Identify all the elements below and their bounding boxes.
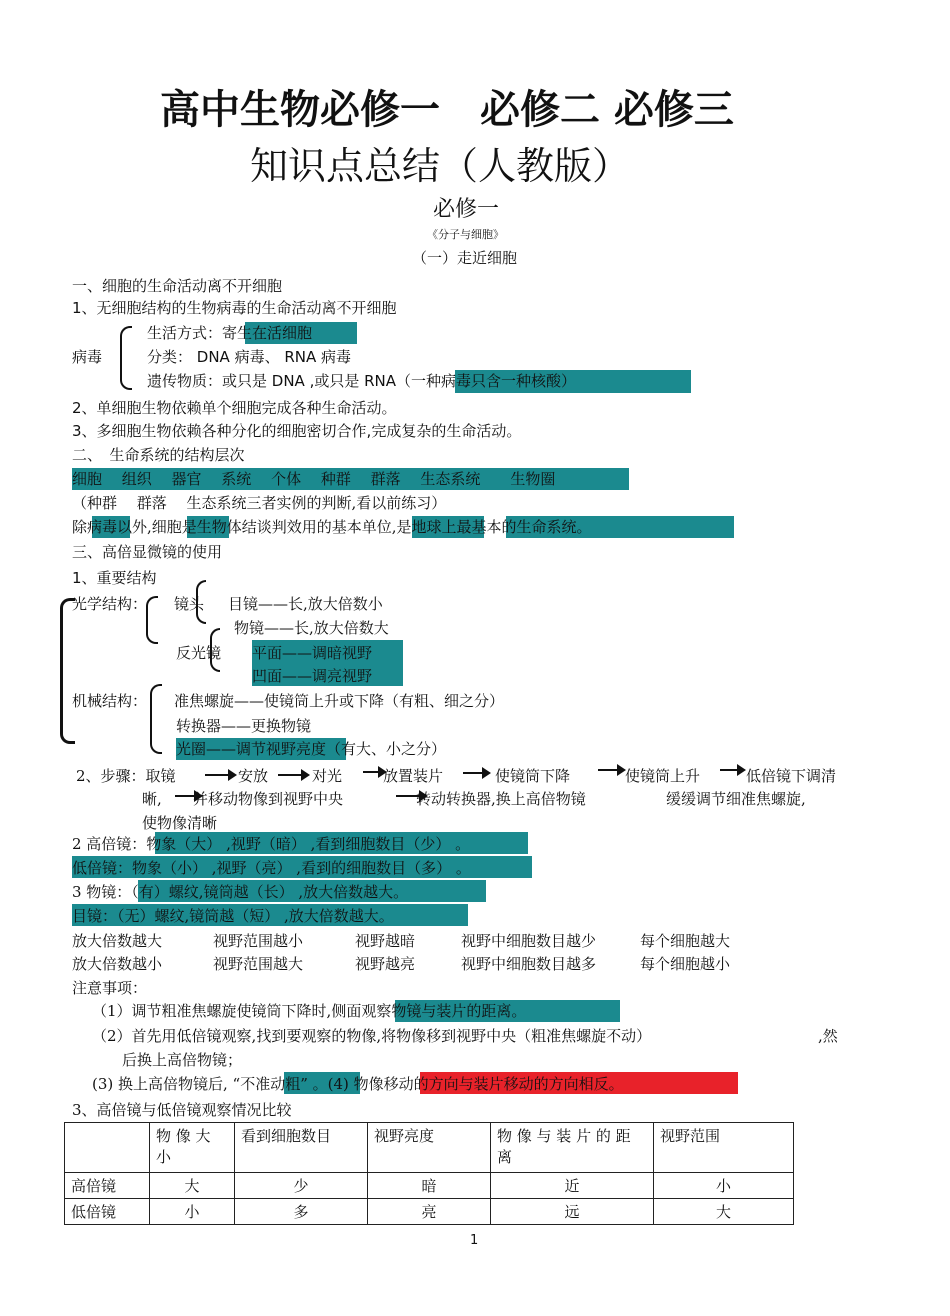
section-2-heading: 二、 生命系统的结构层次 [72, 446, 245, 464]
step-clear-image: 使物像清晰 [142, 814, 218, 832]
section-1-item-2: 2、单细胞生物依赖单个细胞完成各种生命活动。 [72, 399, 397, 417]
step-clear-end: 晰, [142, 790, 162, 808]
mirror-label: 反光镜 [176, 644, 222, 662]
section-3-heading: 三、高倍显微镜的使用 [72, 543, 223, 561]
optical-structure-label: 光学结构： [72, 595, 148, 613]
cmp-row2-col1: 放大倍数越小 [72, 955, 163, 973]
step-fine-focus: 缓缓调节细准焦螺旋, [666, 790, 806, 808]
lens-label: 镜头 [174, 595, 205, 613]
mechanical-structure-label: 机械结构： [72, 692, 148, 710]
note-1: （1）调节粗准焦螺旋使镜筒下降时,侧面观察物镜与装片的距离。 [92, 1002, 527, 1020]
table-cell: 大 [654, 1199, 794, 1225]
table-header-cell: 视野范围 [654, 1123, 794, 1173]
virus-classification: 分类： DNA 病毒、 RNA 病毒 [147, 348, 352, 366]
virus-label: 病毒 [72, 348, 103, 366]
title-line-2: 知识点总结（人教版） [250, 144, 631, 188]
title-line-1: 高中生物必修一 必修二 必修三 [160, 87, 734, 133]
comparison-table [64, 1122, 794, 1225]
table-header-cell: 物 像 与 装 片 的 距 离 [491, 1123, 654, 1173]
objective-lens-line: 3 物镜：（有）螺纹,镜筒越（长） ,放大倍数越大。 [72, 883, 409, 901]
table-cell: 暗 [368, 1173, 491, 1199]
step-arrow-2 [278, 774, 308, 776]
cmp-row1-col4: 视野中细胞数目越少 [461, 932, 597, 950]
concave-mirror-text: 凹面——调亮视野 [252, 667, 373, 685]
objective-text: 物镜——长,放大倍数大 [234, 619, 389, 637]
cmp-row1-col1: 放大倍数越大 [72, 932, 163, 950]
table-cell: 少 [235, 1173, 368, 1199]
step-light: 对光 [312, 767, 343, 785]
life-system-note: （种群 群落 生态系统三者实例的判断,看以前练习） [72, 494, 447, 512]
eyepiece-text: 目镜——长,放大倍数小 [228, 595, 383, 613]
table-cell: 远 [491, 1199, 654, 1225]
notes-label: 注意事项： [72, 979, 148, 997]
table-cell: 小 [150, 1199, 235, 1225]
table-row [65, 1173, 794, 1199]
section-1-heading: 一、细胞的生命活动离不开细胞 [72, 277, 283, 295]
step-slide: 放置装片 [383, 767, 444, 785]
section-1-item-3: 3、多细胞生物依赖各种分化的细胞密切合作,完成复杂的生命活动。 [72, 422, 522, 440]
note-2-line-1-end: ,然 [818, 1027, 838, 1045]
table-header-cell: 看到细胞数目 [235, 1123, 368, 1173]
step-arrow-5 [598, 769, 624, 771]
step-low-power: 低倍镜下调清 [746, 767, 837, 785]
note-3-4: (3) 换上高倍物镜后, “不准动粗” 。(4) 物像移动的方向与装片移动的方向相反。 [92, 1075, 624, 1093]
cmp-row2-col4: 视野中细胞数目越多 [461, 955, 597, 973]
low-power-line: 低倍镜：物象（小） ,视野（亮） ,看到的细胞数目（多） 。 [72, 859, 471, 877]
table-cell: 大 [150, 1173, 235, 1199]
table-cell: 小 [654, 1173, 794, 1199]
table-cell: 低倍镜 [65, 1199, 150, 1225]
virus-lifestyle: 生活方式：寄生在活细胞 [147, 324, 313, 342]
step-arrow-3 [363, 771, 385, 773]
table-cell: 高倍镜 [65, 1173, 150, 1199]
cmp-row2-col3: 视野越亮 [355, 955, 416, 973]
cmp-row1-col3: 视野越暗 [355, 932, 416, 950]
step-arrow-6 [720, 769, 744, 771]
step-switch-objective: 转动转换器,换上高倍物镜 [416, 790, 586, 808]
table-header-cell [65, 1123, 150, 1173]
step-tube-down: 使镜筒下降 [495, 767, 571, 785]
table-header-cell: 视野亮度 [368, 1123, 491, 1173]
chapter-heading: （一）走近细胞 [412, 249, 518, 267]
table-row [65, 1199, 794, 1225]
mechanical-brace [150, 684, 162, 754]
step-place: 安放 [238, 767, 269, 785]
section-1-item-1: 1、无细胞结构的生物病毒的生命活动离不开细胞 [72, 299, 397, 317]
table-header-row [65, 1123, 794, 1173]
cmp-row2-col2: 视野范围越大 [213, 955, 304, 973]
cmp-row1-col5: 每个细胞越大 [640, 932, 731, 950]
cmp-row2-col5: 每个细胞越小 [640, 955, 731, 973]
book-title: 必修一 [433, 197, 500, 222]
virus-genetic-material: 遗传物质：或只是 DNA ,或只是 RNA（一种病毒只含一种核酸） [147, 372, 577, 390]
life-system-basic-unit: 除病毒以外,细胞是生物体结谈判效用的基本单位,是地球上最基本的生命系统。 [72, 518, 592, 536]
table-cell: 多 [235, 1199, 368, 1225]
optical-brace [146, 596, 158, 644]
step-move-center: 并移动物像到视野中央 [193, 790, 344, 808]
step-arrow-4 [463, 772, 489, 774]
high-power-line: 2 高倍镜：物象（大） ,视野（暗） ,看到细胞数目（少） 。 [72, 835, 471, 853]
table-header-cell: 物 像 大 小 [150, 1123, 235, 1173]
life-system-levels: 细胞 组织 器官 系统 个体 种群 群落 生态系统 生物圈 [72, 470, 556, 488]
section-3-item-3: 3、高倍镜与低倍镜观察情况比较 [72, 1101, 292, 1119]
note-2-line-1: （2）首先用低倍镜观察,找到要观察的物像,将物像移到视野中央（粗准焦螺旋不动） [92, 1027, 652, 1045]
steps-label: 2、步骤：取镜 [76, 767, 176, 785]
flat-mirror-text: 平面——调暗视野 [252, 644, 373, 662]
section-3-item-1: 1、重要结构 [72, 569, 157, 587]
eyepiece-lens-line: 目镜：（无）螺纹,镜筒越（短） ,放大倍数越大。 [72, 907, 394, 925]
aperture-text: 光圈——调节视野亮度（有大、小之分） [176, 740, 447, 758]
table-cell: 亮 [368, 1199, 491, 1225]
step-tube-up: 使镜筒上升 [625, 767, 701, 785]
table-cell: 近 [491, 1173, 654, 1199]
page-number: 1 [470, 1233, 479, 1248]
virus-brace [120, 326, 132, 390]
book-subtitle: 《分子与细胞》 [427, 228, 504, 241]
step-arrow-1 [205, 774, 235, 776]
focus-knob-text: 准焦螺旋——使镜筒上升或下降（有粗、细之分） [174, 692, 505, 710]
converter-text: 转换器——更换物镜 [176, 717, 312, 735]
note-2-line-2: 后换上高倍物镜； [122, 1051, 243, 1069]
cmp-row1-col2: 视野范围越小 [213, 932, 304, 950]
structure-big-brace [60, 598, 75, 744]
